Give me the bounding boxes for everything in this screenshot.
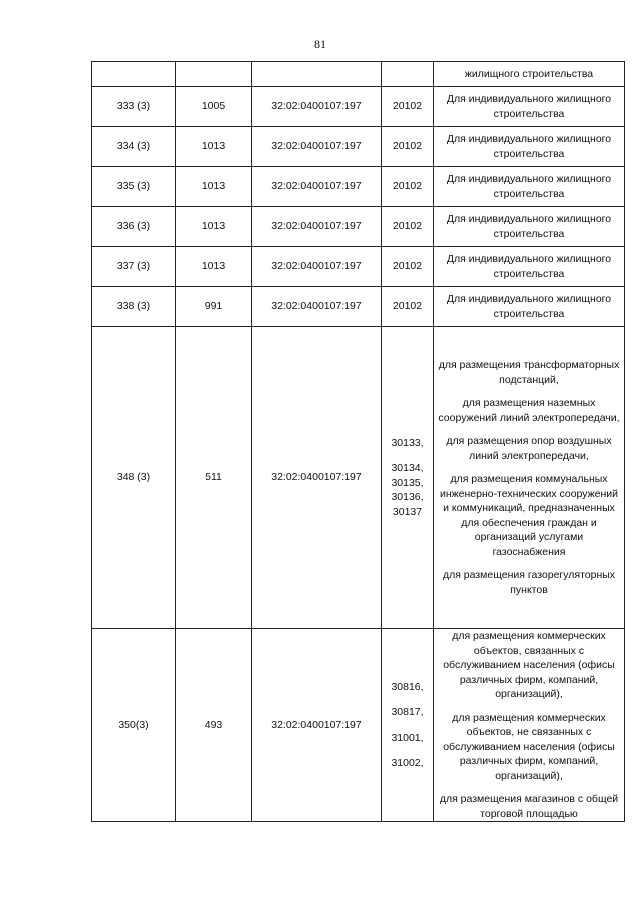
table-row: [92, 287, 625, 327]
cell-code: 20102: [382, 87, 434, 127]
code-item: 31001,: [391, 731, 424, 744]
table-row: [92, 167, 625, 207]
cell-cadastre: 32:02:0400107:197: [252, 87, 382, 127]
table-row: [92, 87, 625, 127]
cell-cadastre: 32:02:0400107:197: [252, 167, 382, 207]
cell-code: 20102: [382, 247, 434, 287]
cell-purpose: Для индивидуального жилищного строительства: [434, 127, 625, 167]
purpose-item: для размещения коммунальных инженерно-технических сооружений и коммуникаций, предназначенных для обеспечения граждан и организаций услугами газоснабжения: [439, 473, 619, 558]
cell-area: 1013: [176, 127, 252, 167]
table-row: [92, 327, 625, 629]
cell-id: 337 (3): [92, 247, 176, 287]
cell-purpose: [434, 629, 625, 822]
cell-area: 1013: [176, 247, 252, 287]
cell-cadastre: 32:02:0400107:197: [252, 207, 382, 247]
page-number: 81: [314, 37, 326, 51]
cell-purpose: Для индивидуального жилищного строительства: [434, 247, 625, 287]
cell-id: 335 (3): [92, 167, 176, 207]
cell-cadastre: 32:02:0400107:197: [252, 247, 382, 287]
cell-code: [382, 327, 434, 629]
cell-code: 20102: [382, 207, 434, 247]
cell-purpose: [434, 62, 625, 87]
purpose-item: для размещения магазинов с общей торговой площадью: [439, 793, 619, 820]
purpose-item: для размещения газорегуляторных пунктов: [442, 569, 616, 596]
cell-purpose: [434, 327, 625, 629]
cell-id: 334 (3): [92, 127, 176, 167]
table-row: [92, 207, 625, 247]
purpose-item: для размещения наземных сооружений линий электропередачи,: [438, 397, 620, 424]
code-item: 31002,: [391, 757, 424, 769]
cell-purpose: Для индивидуального жилищного строительства: [434, 207, 625, 247]
cell-area: 991: [176, 287, 252, 327]
cell-cadastre: 32:02:0400107:197: [252, 327, 382, 629]
cell-purpose: Для индивидуального жилищного строительства: [434, 87, 625, 127]
purpose-item: для размещения коммерческих объектов, связанных с обслуживанием населения (офисы различных фирм, компаний, организаций),: [443, 630, 615, 700]
code-item: 30816,: [391, 680, 424, 693]
land-plots-table: [91, 61, 625, 822]
cell-id: 336 (3): [92, 207, 176, 247]
purpose-text: жилищного строительства: [464, 67, 594, 80]
cell-code: 20102: [382, 287, 434, 327]
cell-area: 493: [176, 629, 252, 822]
table-row: [92, 127, 625, 167]
cell-code: 20102: [382, 127, 434, 167]
code-item: 30133,: [391, 436, 424, 449]
cell-cadastre: 32:02:0400107:197: [252, 127, 382, 167]
cell-purpose: Для индивидуального жилищного строительства: [434, 287, 625, 327]
cell-area: [176, 62, 252, 87]
code-item: 30134, 30135, 30136, 30137: [391, 462, 424, 518]
cell-area: 1013: [176, 207, 252, 247]
cell-purpose: Для индивидуального жилищного строительства: [434, 167, 625, 207]
purpose-item: для размещения трансформаторных подстанций,: [438, 359, 620, 386]
cell-area: 511: [176, 327, 252, 629]
cell-id: 338 (3): [92, 287, 176, 327]
purpose-item: для размещения опор воздушных линий электропередачи,: [446, 435, 612, 462]
cell-id: [92, 62, 176, 87]
cell-code: [382, 629, 434, 822]
cell-id: 350(3): [92, 629, 176, 822]
cell-area: 1013: [176, 167, 252, 207]
cell-id: 333 (3): [92, 87, 176, 127]
table-row: [92, 629, 625, 822]
cell-cadastre: 32:02:0400107:197: [252, 287, 382, 327]
cell-cadastre: [252, 62, 382, 87]
cell-area: 1005: [176, 87, 252, 127]
purpose-item: для размещения коммерческих объектов, не связанных с обслуживанием населения (офисы различных фирм, компаний, организаций),: [443, 711, 615, 782]
cell-code: [382, 62, 434, 87]
cell-id: 348 (3): [92, 327, 176, 629]
cell-code: 20102: [382, 167, 434, 207]
cell-cadastre: 32:02:0400107:197: [252, 629, 382, 822]
table-row: [92, 247, 625, 287]
table-row: [92, 62, 625, 87]
code-item: 30817,: [391, 706, 424, 718]
